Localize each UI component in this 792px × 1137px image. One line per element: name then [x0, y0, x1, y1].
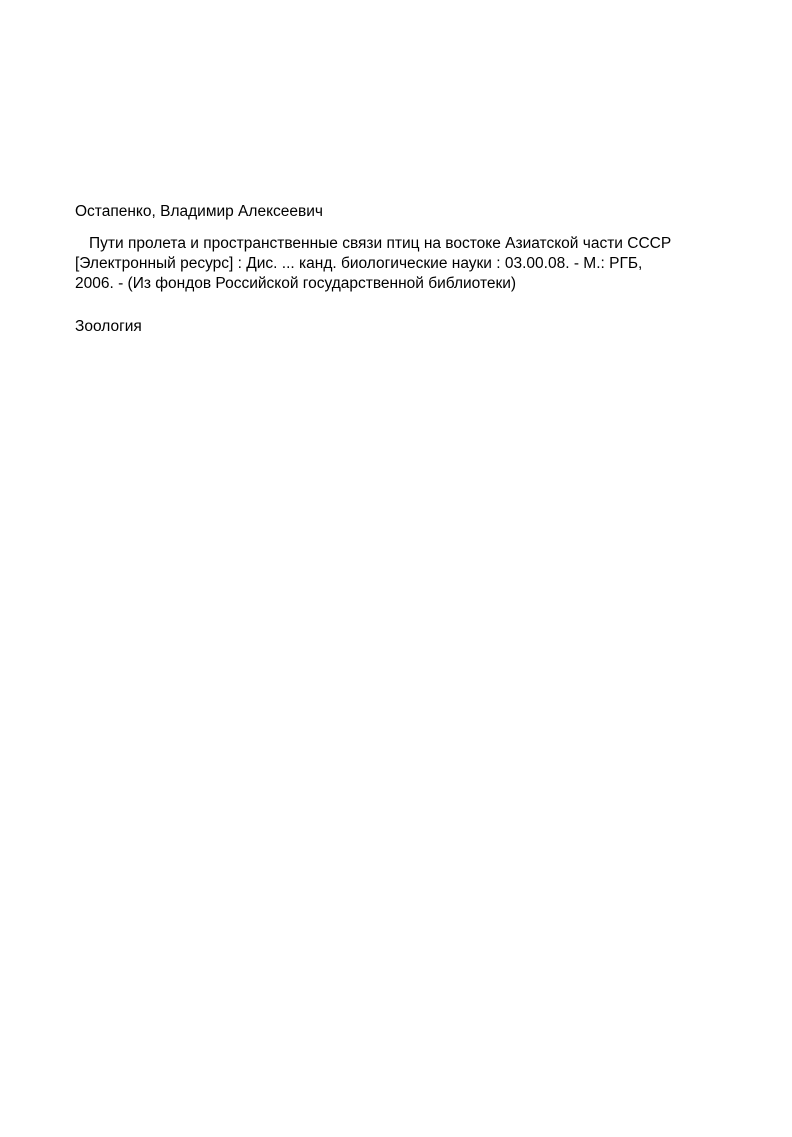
author-name: Остапенко, Владимир Алексеевич — [75, 203, 323, 220]
description-line-3: 2006. - (Из фондов Российской государственной библиотеки) — [75, 275, 517, 292]
description-line-2: [Электронный ресурс] : Дис. ... канд. биологические науки : 03.00.08. - М.: РГБ, — [75, 255, 643, 272]
subject-heading: Зоология — [75, 318, 142, 335]
description-line-1: Пути пролета и пространственные связи птиц на востоке Азиатской части СССР — [89, 235, 672, 252]
bibliographic-description — [75, 234, 725, 294]
